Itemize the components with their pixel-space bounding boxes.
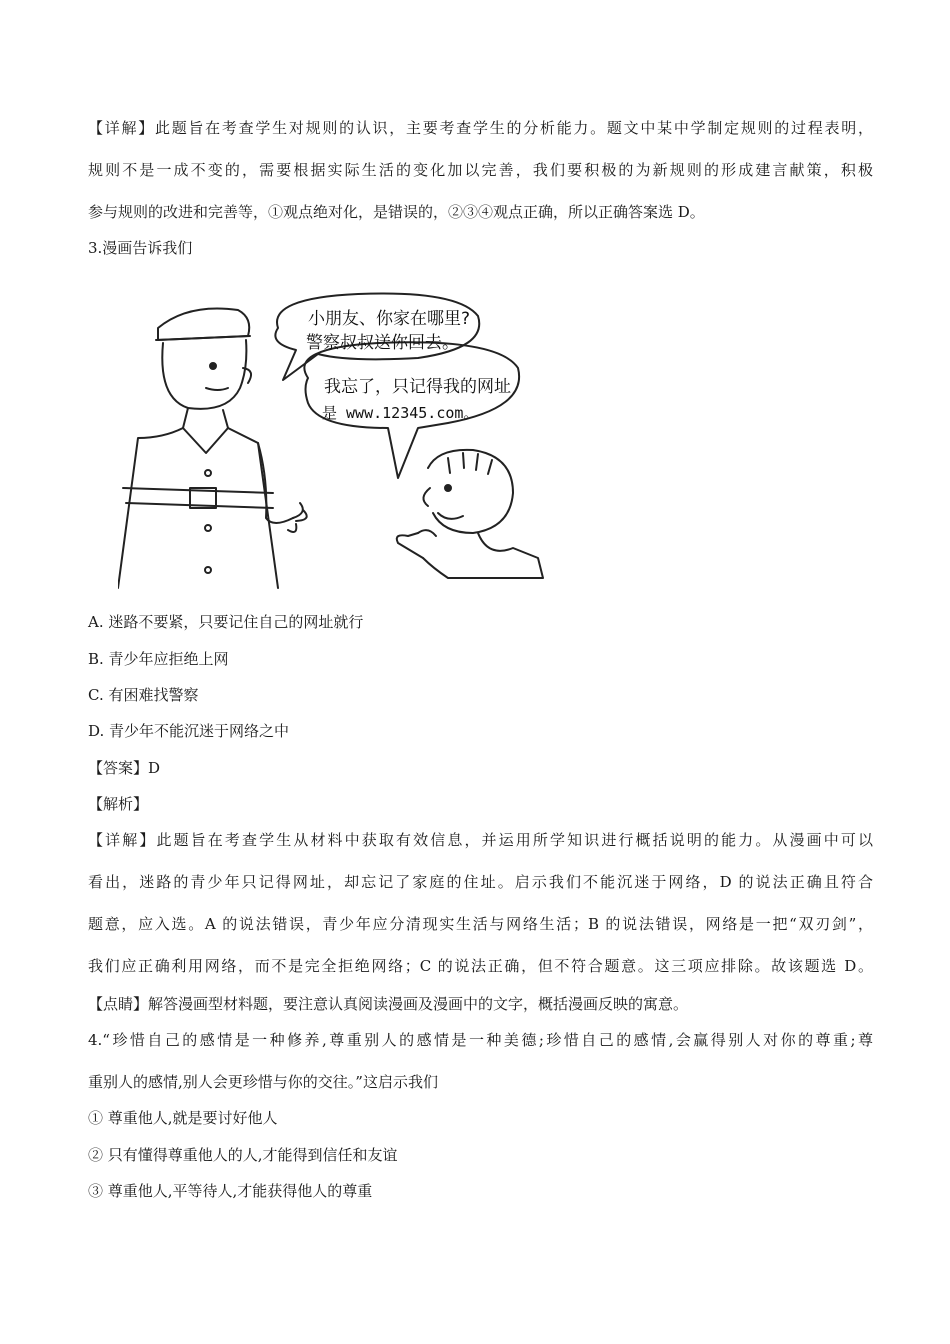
cartoon-illustration: [118, 288, 598, 593]
police-head: [162, 340, 246, 409]
statement-2: ② 只有懂得尊重他人的人,才能得到信任和友谊: [88, 1146, 398, 1164]
tip: 【点睛】解答漫画型材料题，要注意认真阅读漫画及漫画中的文字，概括漫画反映的寓意。: [88, 995, 689, 1013]
question-3-stem: 3.漫画告诉我们: [88, 239, 193, 257]
child-bubble-line-1: 我忘了，只记得我的网址: [324, 377, 511, 397]
option-a: A. 迷路不要紧，只要记住自己的网址就行: [88, 613, 364, 631]
police-body: [118, 428, 183, 588]
child-pointing-hand: [397, 533, 423, 558]
detail-line: 我们应正确利用网络，而不是完全拒绝网络；C 的说法正确，但不符合题意。这三项应排除。故该题选 D。: [88, 957, 873, 975]
detail-line: 看出，迷路的青少年只记得网址，却忘记了家庭的住址。启示我们不能沉迷于网络，D 的说法正确且符合: [88, 873, 873, 891]
police-bubble-line-2: 警察叔叔送你回去。: [306, 333, 459, 353]
analysis-heading: 【解析】: [88, 795, 149, 813]
option-d: D. 青少年不能沉迷于网络之中: [88, 722, 290, 740]
child-head: [428, 450, 513, 533]
option-c: C. 有困难找警察: [88, 686, 199, 704]
detail-line: 参与规则的改进和完善等，①观点绝对化，是错误的，②③④观点正确，所以正确答案选 D。: [88, 203, 705, 221]
child-bubble-line-2: 是 www.12345.com。: [322, 404, 479, 422]
detail-line: 【详解】此题旨在考查学生从材料中获取有效信息，并运用所学知识进行概括说明的能力。从漫画中可以: [88, 831, 873, 849]
detail-line: 规则不是一成不变的，需要根据实际生活的变化加以完善，我们要积极的为新规则的形成建言献策，积极: [88, 161, 873, 179]
detail-line: 题意，应入选。A 的说法错误，青少年应分清现实生活与网络生活；B 的说法错误，网络是一把“双刃剑”，: [88, 915, 873, 933]
child-body: [423, 533, 543, 578]
statement-1: ① 尊重他人,就是要讨好他人: [88, 1109, 278, 1127]
statement-3: ③ 尊重他人,平等待人,才能获得他人的尊重: [88, 1182, 373, 1200]
question-4-stem-line: 4.“珍惜自己的感情是一种修养,尊重别人的感情是一种美德;珍惜自己的感情,会赢得别人对你的尊重;尊: [88, 1031, 873, 1049]
question-4-stem-line: 重别人的感情,别人会更珍惜与你的交往。”这启示我们: [88, 1073, 438, 1091]
option-b: B. 青少年应拒绝上网: [88, 650, 229, 668]
police-cap: [158, 308, 249, 340]
answer: 【答案】D: [88, 759, 161, 777]
detail-line: 【详解】此题旨在考查学生对规则的认识，主要考查学生的分析能力。题文中某中学制定规则的过程表明，: [88, 119, 873, 137]
police-bubble-line-1: 小朋友、你家在哪里?: [308, 309, 471, 329]
